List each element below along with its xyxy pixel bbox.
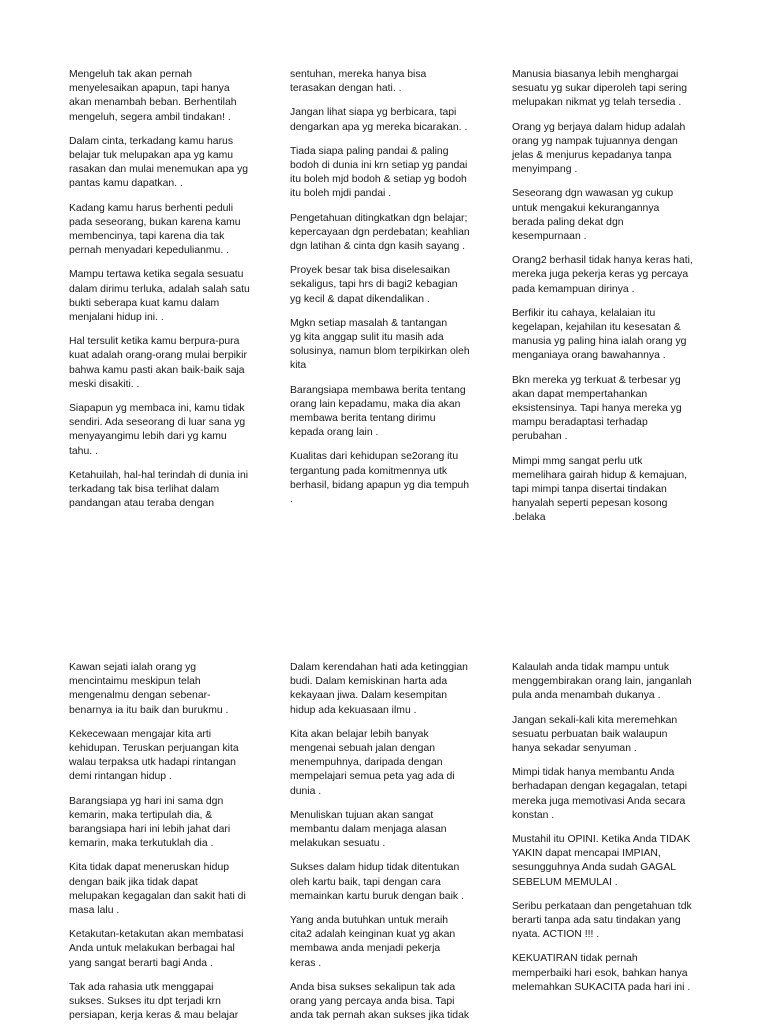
- quote-paragraph: Kita tidak dapat meneruskan hidup dengan baik jika tidak dapat melupakan kegagalan dan sakit hati di masa lalu .: [69, 862, 246, 917]
- quote-paragraph: Seseorang dgn wawasan yg cukup untuk mengakui kekurangannya berada paling dekat dgn kesempurnaan .: [512, 188, 674, 243]
- quote-paragraph: sentuhan, mereka hanya bisa terasakan dengan hati. .: [290, 69, 427, 95]
- quote-paragraph: Sukses dalam hidup tidak ditentukan oleh kartu baik, tapi dengan cara memainkan kartu buruk dengan baik .: [290, 862, 464, 902]
- quote-paragraph: Kita akan belajar lebih banyak mengenai sebuah jalan dengan menempuhnya, daripada dengan mempelajari semua peta yag ada di dunia .: [290, 728, 455, 797]
- bottom-left-column: [69, 661, 257, 1033]
- top-left-column: [69, 68, 257, 521]
- bottom-middle-column: [290, 661, 478, 1033]
- quote-paragraph: Bkn mereka yg terkuat & terbesar yg akan dapat mempertahankan eksistensinya. Tapi hanya mereka yg mampu beradaptasi terhadap perubahan .: [512, 374, 682, 443]
- quote-paragraph: Mengeluh tak akan pernah menyelesaikan apapun, tapi hanya akan menambah beban. Berhentilah mengeluh, segera ambil tindakan! .: [69, 69, 237, 123]
- quote-paragraph: Seribu perkataan dan pengetahuan tdk berarti tanpa ada satu tindakan yang nyata. ACTION !!! .: [512, 900, 692, 941]
- quote-paragraph: Tiada siapa paling pandai & paling bodoh di dunia ini krn setiap yg pandai itu boleh mjd bodoh & setiap yg bodoh itu boleh mjdi pandai .: [290, 145, 468, 200]
- top-middle-column: [290, 68, 478, 517]
- quote-paragraph: Mimpi tidak hanya membantu Anda berhadapan dengan kegagalan, tetapi mereka juga memotivasi Anda secara konstan .: [512, 767, 688, 821]
- quote-paragraph: Mgkn setiap masalah & tantangan yg kita anggap sulit itu masih ada solusinya, namun blom terpikirkan oleh kita: [290, 317, 470, 372]
- quote-paragraph: Menuliskan tujuan akan sangat membantu dalam menjaga alasan melakukan sesuatu .: [290, 809, 447, 850]
- quote-paragraph: Berfikir itu cahaya, kelalaian itu kegelapan, kejahilan itu kesesatan & manusia yg paling hina ialah orang yg menganiaya orang bawahannya .: [512, 307, 687, 362]
- quote-paragraph: Dalam cinta, terkadang kamu harus belajar tuk melupakan apa yg kamu rasakan dan mulai menemukan apa yg pantas kamu dapatkan. .: [69, 135, 249, 190]
- quote-paragraph: Yang anda butuhkan untuk meraih cita2 adalah keinginan kuat yg akan membawa anda menjadi pekerja keras .: [290, 915, 456, 969]
- quote-paragraph: Anda bisa sukses sekalipun tak ada orang yang percaya anda bisa. Tapi anda tak pernah akan sukses jika tidak: [290, 981, 470, 1022]
- quote-paragraph: Tak ada rahasia utk menggapai sukses. Sukses itu dpt terjadi krn persiapan, kerja keras & mau belajar: [69, 981, 239, 1022]
- quote-paragraph: Manusia biasanya lebih menghargai sesuatu yg sukar diperoleh tapi sering melupakan nikmat yg telah tersedia .: [512, 69, 688, 109]
- quote-paragraph: Kadang kamu harus berhenti peduli pada seseorang, bukan karena kamu membencinya, tapi karena dia tak pernah menyadari kepedulianmu. .: [69, 202, 241, 257]
- quote-paragraph: Orang yg berjaya dalam hidup adalah orang yg nampak tujuannya dengan jelas & menjurus kepadanya tanpa menyimpang .: [512, 121, 686, 176]
- quote-paragraph: Kualitas dari kehidupan se2orang itu tergantung pada komitmennya utk berhasil, bidang apapun yg dia tempuh .: [290, 451, 470, 506]
- quote-paragraph: Ketahuilah, hal-hal terindah di dunia ini terkadang tak bisa terlihat dalam pandangan atau teraba dengan: [69, 469, 249, 510]
- quote-paragraph: Mampu tertawa ketika segala sesuatu dalam dirimu terluka, adalah salah satu bukti seberapa kuat kamu dalam menjalani hidup ini. .: [69, 269, 250, 324]
- quote-paragraph: Mustahil itu OPINI. Ketika Anda TIDAK YAKIN dapat mencapai IMPIAN, sesungguhnya Anda sudah GAGAL SEBELUM MEMULAI .: [512, 834, 691, 888]
- quote-paragraph: KEKUATIRAN tidak pernah memperbaiki hari esok, bahkan hanya melemahkan SUKACITA pada hari ini .: [512, 953, 691, 993]
- quote-paragraph: Barangsiapa membawa berita tentang orang lain kepadamu, maka dia akan membawa berita tentang dirimu kepada orang lain .: [290, 384, 466, 439]
- quote-paragraph: Kalaulah anda tidak mampu untuk menggembirakan orang lain, janganlah pula anda menambah dukanya .: [512, 662, 692, 702]
- quote-paragraph: Pengetahuan ditingkatkan dgn belajar; kepercayaan dgn perdebatan; keahlian dgn latihan & cinta dgn kasih sayang .: [290, 212, 470, 253]
- quote-paragraph: Jangan lihat siapa yg berbicara, tapi dengarkan apa yg mereka bicarakan. .: [290, 107, 468, 133]
- quote-paragraph: Jangan sekali-kali kita meremehkan sesuatu perbuatan baik walaupun hanya sekadar senyuman .: [512, 714, 678, 755]
- quote-paragraph: Siapapun yg membaca ini, kamu tidak sendiri. Ada seseorang di luar sana yg menyayangimu lebih dari yg kamu tahu. .: [69, 403, 246, 457]
- quote-paragraph: Ketakutan-ketakutan akan membatasi Anda untuk melakukan berbagai hal yang sangat berarti bagi Anda .: [69, 929, 244, 969]
- quote-paragraph: Mimpi mmg sangat perlu utk memelihara gairah hidup & kemajuan, tapi mimpi tanpa disertai tindakan hanyalah seperti pepesan kosong .belaka: [512, 455, 688, 524]
- quote-paragraph: Dalam kerendahan hati ada ketinggian budi. Dalam kemiskinan harta ada kekayaan jiwa. Dalam kesempitan hidup ada kekuasaan ilmu .: [290, 662, 468, 716]
- quote-paragraph: Kawan sejati ialah orang yg mencintaimu meskipun telah mengenalmu dengan sebenar- benarnya ia itu baik dan burukmu .: [69, 662, 229, 716]
- quote-paragraph: Proyek besar tak bisa diselesaikan sekaligus, tapi hrs di bagi2 kebagian yg kecil & dapat dikendalikan .: [290, 265, 458, 305]
- top-right-column: [512, 68, 704, 536]
- quote-paragraph: Hal tersulit ketika kamu berpura-pura kuat adalah orang-orang mulai berpikir bahwa kamu pasti akan baik-baik saja meski disakiti. .: [69, 336, 247, 390]
- quote-paragraph: Kekecewaan mengajar kita arti kehidupan. Teruskan perjuangan kita walau terpaksa utk hadapi rintangan demi rintangan hidup .: [69, 728, 239, 783]
- quote-paragraph: Orang2 berhasil tidak hanya keras hati, mereka juga pekerja keras yg percaya pada kemampuan dirinya .: [512, 255, 693, 295]
- quote-paragraph: Barangsiapa yg hari ini sama dgn kemarin, maka tertipulah dia, & barangsiapa hari ini lebih jahat dari kemarin, maka terkutuklah dia .: [69, 795, 231, 850]
- bottom-right-column: [512, 661, 704, 1005]
